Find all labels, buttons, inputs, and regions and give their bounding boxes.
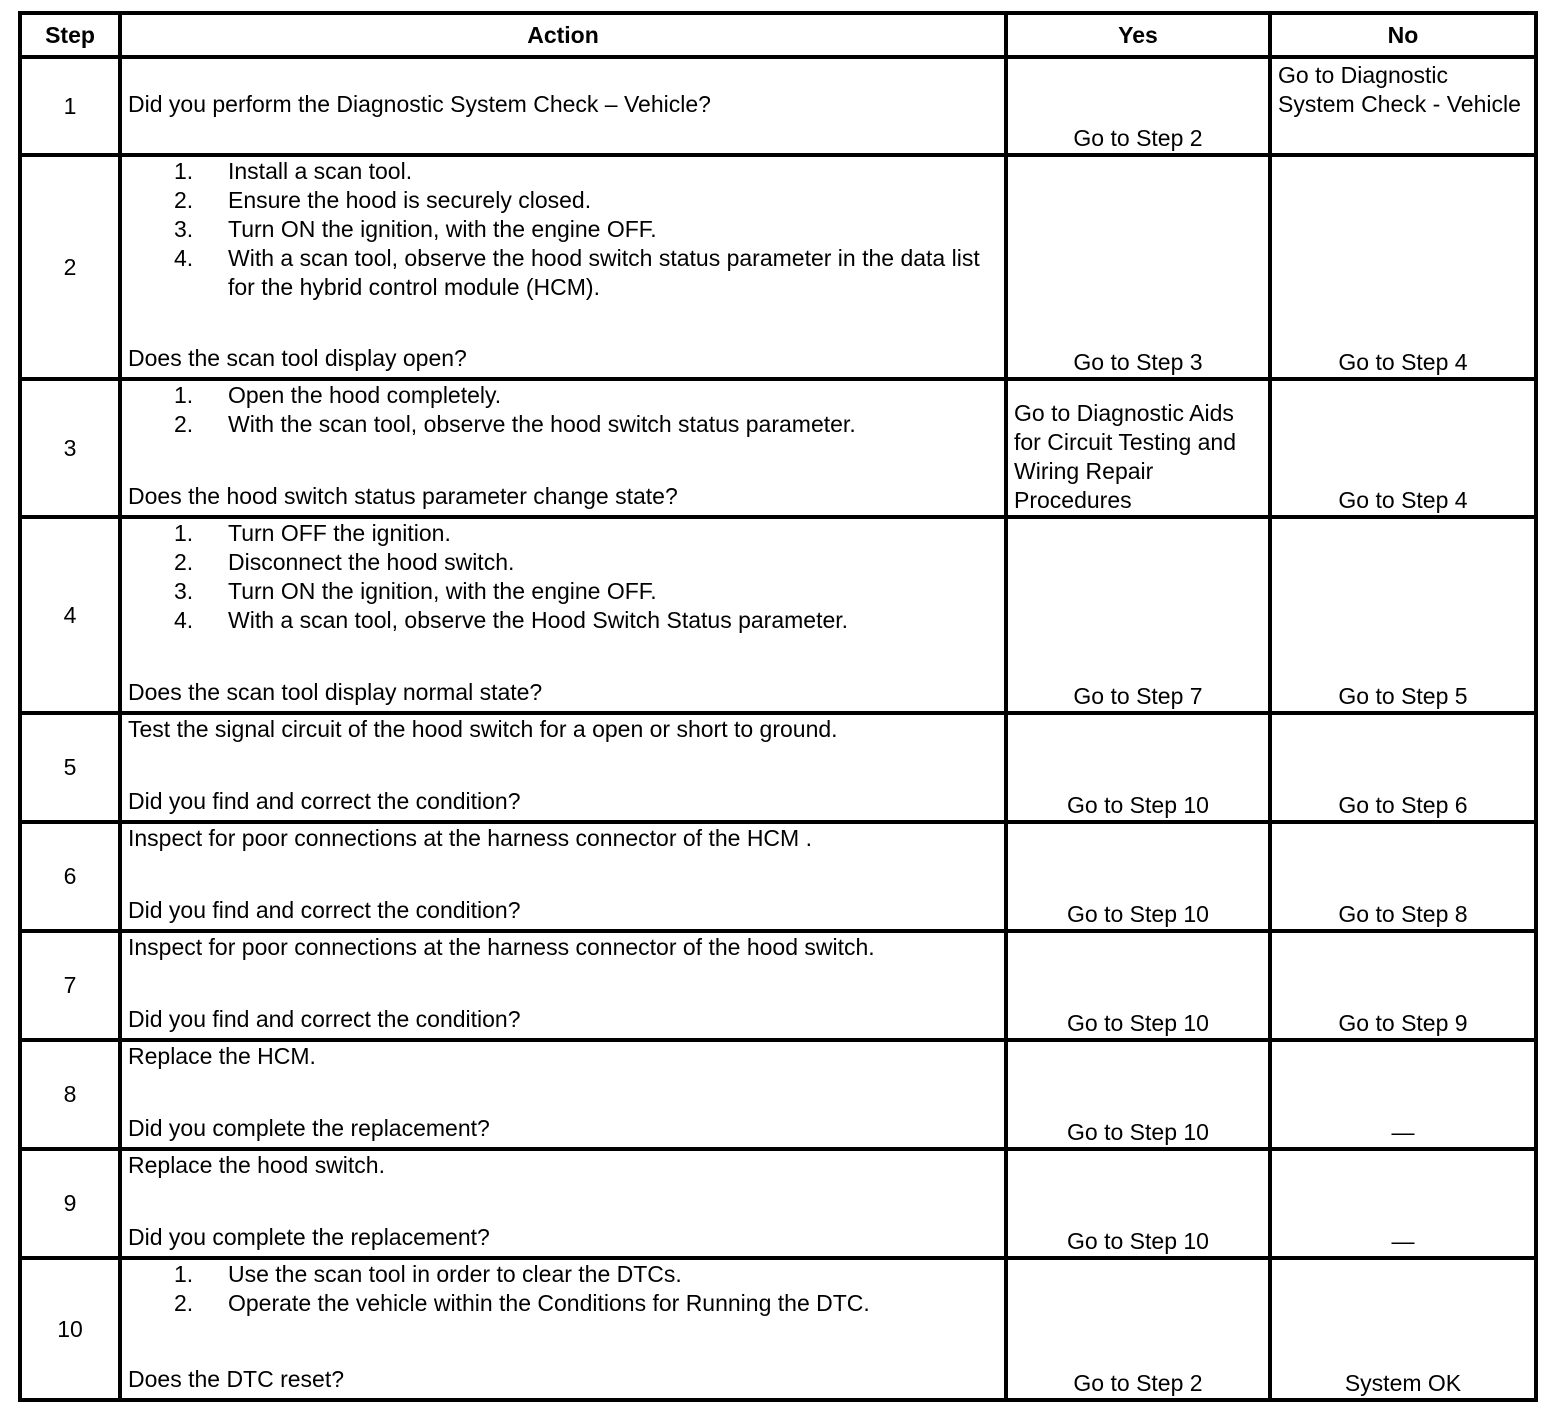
substep-number: 2. — [174, 411, 194, 437]
no-result: Go to Step 9 — [1270, 931, 1536, 1040]
yes-result: Go to Step 7 — [1006, 517, 1270, 713]
action-cell — [120, 1149, 1006, 1258]
no-result: Go to Step 4 — [1270, 379, 1536, 517]
yes-result: Go to Step 10 — [1006, 822, 1270, 931]
table-row — [20, 822, 1536, 931]
action-cell — [120, 1040, 1006, 1149]
substep-number: 2. — [174, 187, 194, 213]
step-number: 10 — [20, 1258, 120, 1400]
substep-text: Operate the vehicle within the Conditions for Running the DTC. — [228, 1290, 870, 1316]
action-question: Does the hood switch status parameter change state? — [128, 483, 678, 509]
header-no: No — [1270, 13, 1536, 57]
no-result: Go to Step 6 — [1270, 713, 1536, 822]
yes-result: Go to Step 2 — [1006, 1258, 1270, 1400]
table-row — [20, 1149, 1536, 1258]
action-cell — [120, 931, 1006, 1040]
substep-text: Install a scan tool. — [228, 158, 413, 184]
substep-text: Turn ON the ignition, with the engine OFF. — [228, 578, 657, 604]
table-row — [20, 1040, 1536, 1149]
substep-list — [128, 157, 998, 302]
step-number: 8 — [20, 1040, 120, 1149]
action-cell — [120, 713, 1006, 822]
header-action: Action — [120, 13, 1006, 57]
substep-item — [128, 548, 998, 577]
action-instruction: Replace the HCM. — [128, 1043, 316, 1069]
step-number: 9 — [20, 1149, 120, 1258]
substep-number: 4. — [174, 245, 194, 271]
action-question: Does the scan tool display normal state? — [128, 679, 543, 705]
no-result: — — [1270, 1040, 1536, 1149]
substep-list — [128, 381, 998, 439]
substep-text: Turn OFF the ignition. — [228, 520, 451, 546]
action-question: Did you complete the replacement? — [128, 1115, 490, 1141]
substep-item — [128, 1289, 998, 1318]
action-cell — [120, 822, 1006, 931]
substep-text: Turn ON the ignition, with the engine OFF. — [228, 216, 657, 242]
substep-list — [128, 519, 998, 635]
substep-item — [128, 244, 998, 302]
action-cell — [120, 155, 1006, 379]
table-row — [20, 713, 1536, 822]
substep-list — [128, 1260, 998, 1318]
action-cell — [120, 517, 1006, 713]
substep-text: Use the scan tool in order to clear the DTCs. — [228, 1261, 682, 1287]
action-question: Does the scan tool display open? — [128, 345, 467, 371]
substep-text: Disconnect the hood switch. — [228, 549, 515, 575]
substep-item — [128, 186, 998, 215]
action-question: Did you perform the Diagnostic System Check – Vehicle? — [128, 90, 711, 117]
yes-result: Go to Step 3 — [1006, 155, 1270, 379]
table-row — [20, 57, 1536, 155]
no-result: System OK — [1270, 1258, 1536, 1400]
substep-item — [128, 215, 998, 244]
substep-item — [128, 157, 998, 186]
no-result: — — [1270, 1149, 1536, 1258]
step-number: 6 — [20, 822, 120, 931]
no-result: Go to Step 5 — [1270, 517, 1536, 713]
step-number: 5 — [20, 713, 120, 822]
action-instruction: Replace the hood switch. — [128, 1152, 385, 1178]
action-instruction: Inspect for poor connections at the harness connector of the hood switch. — [128, 934, 875, 960]
action-question: Did you find and correct the condition? — [128, 788, 521, 814]
action-cell — [120, 379, 1006, 517]
action-instruction: Test the signal circuit of the hood switch for a open or short to ground. — [128, 716, 838, 742]
step-number: 4 — [20, 517, 120, 713]
table-row — [20, 517, 1536, 713]
header-step: Step — [20, 13, 120, 57]
action-question: Did you complete the replacement? — [128, 1224, 490, 1250]
no-result: Go to Step 8 — [1270, 822, 1536, 931]
yes-result: Go to Diagnostic Aids for Circuit Testing and Wiring Repair Procedures — [1006, 379, 1270, 517]
substep-number: 3. — [174, 216, 194, 242]
substep-item — [128, 410, 998, 439]
substep-item — [128, 606, 998, 635]
substep-number: 1. — [174, 382, 194, 408]
action-question: Did you find and correct the condition? — [128, 1006, 521, 1032]
header-yes: Yes — [1006, 13, 1270, 57]
action-question: Did you find and correct the condition? — [128, 897, 521, 923]
yes-result: Go to Step 10 — [1006, 1040, 1270, 1149]
step-number: 7 — [20, 931, 120, 1040]
substep-number: 2. — [174, 1290, 194, 1316]
substep-text: Ensure the hood is securely closed. — [228, 187, 592, 213]
action-question: Does the DTC reset? — [128, 1366, 345, 1392]
step-number: 3 — [20, 379, 120, 517]
yes-result: Go to Step 10 — [1006, 1149, 1270, 1258]
table-row — [20, 1258, 1536, 1400]
substep-item — [128, 381, 998, 410]
table-row — [20, 931, 1536, 1040]
diagnostic-table-page — [18, 11, 1534, 1396]
table-row — [20, 155, 1536, 379]
substep-number: 4. — [174, 607, 194, 633]
substep-text: Open the hood completely. — [228, 382, 502, 408]
substep-number: 1. — [174, 158, 194, 184]
action-cell — [120, 57, 1006, 155]
header-row — [20, 13, 1536, 57]
step-number: 2 — [20, 155, 120, 379]
substep-number: 3. — [174, 578, 194, 604]
action-cell — [120, 1258, 1006, 1400]
no-result: Go to Step 4 — [1270, 155, 1536, 379]
substep-number: 2. — [174, 549, 194, 575]
substep-text: With the scan tool, observe the hood switch status parameter. — [228, 411, 856, 437]
yes-result: Go to Step 10 — [1006, 713, 1270, 822]
substep-text: With a scan tool, observe the Hood Switch Status parameter. — [228, 607, 849, 633]
yes-result: Go to Step 2 — [1006, 57, 1270, 155]
yes-result: Go to Step 10 — [1006, 931, 1270, 1040]
no-result: Go to Diagnostic System Check - Vehicle — [1270, 57, 1536, 155]
substep-number: 1. — [174, 520, 194, 546]
diagnostic-table — [18, 11, 1538, 1402]
step-number: 1 — [20, 57, 120, 155]
action-instruction: Inspect for poor connections at the harness connector of the HCM . — [128, 825, 812, 851]
substep-item — [128, 519, 998, 548]
substep-number: 1. — [174, 1261, 194, 1287]
table-row — [20, 379, 1536, 517]
substep-text: With a scan tool, observe the hood switch status parameter in the data list for the hybrid control module (HCM). — [228, 245, 980, 300]
substep-item — [128, 1260, 998, 1289]
substep-item — [128, 577, 998, 606]
